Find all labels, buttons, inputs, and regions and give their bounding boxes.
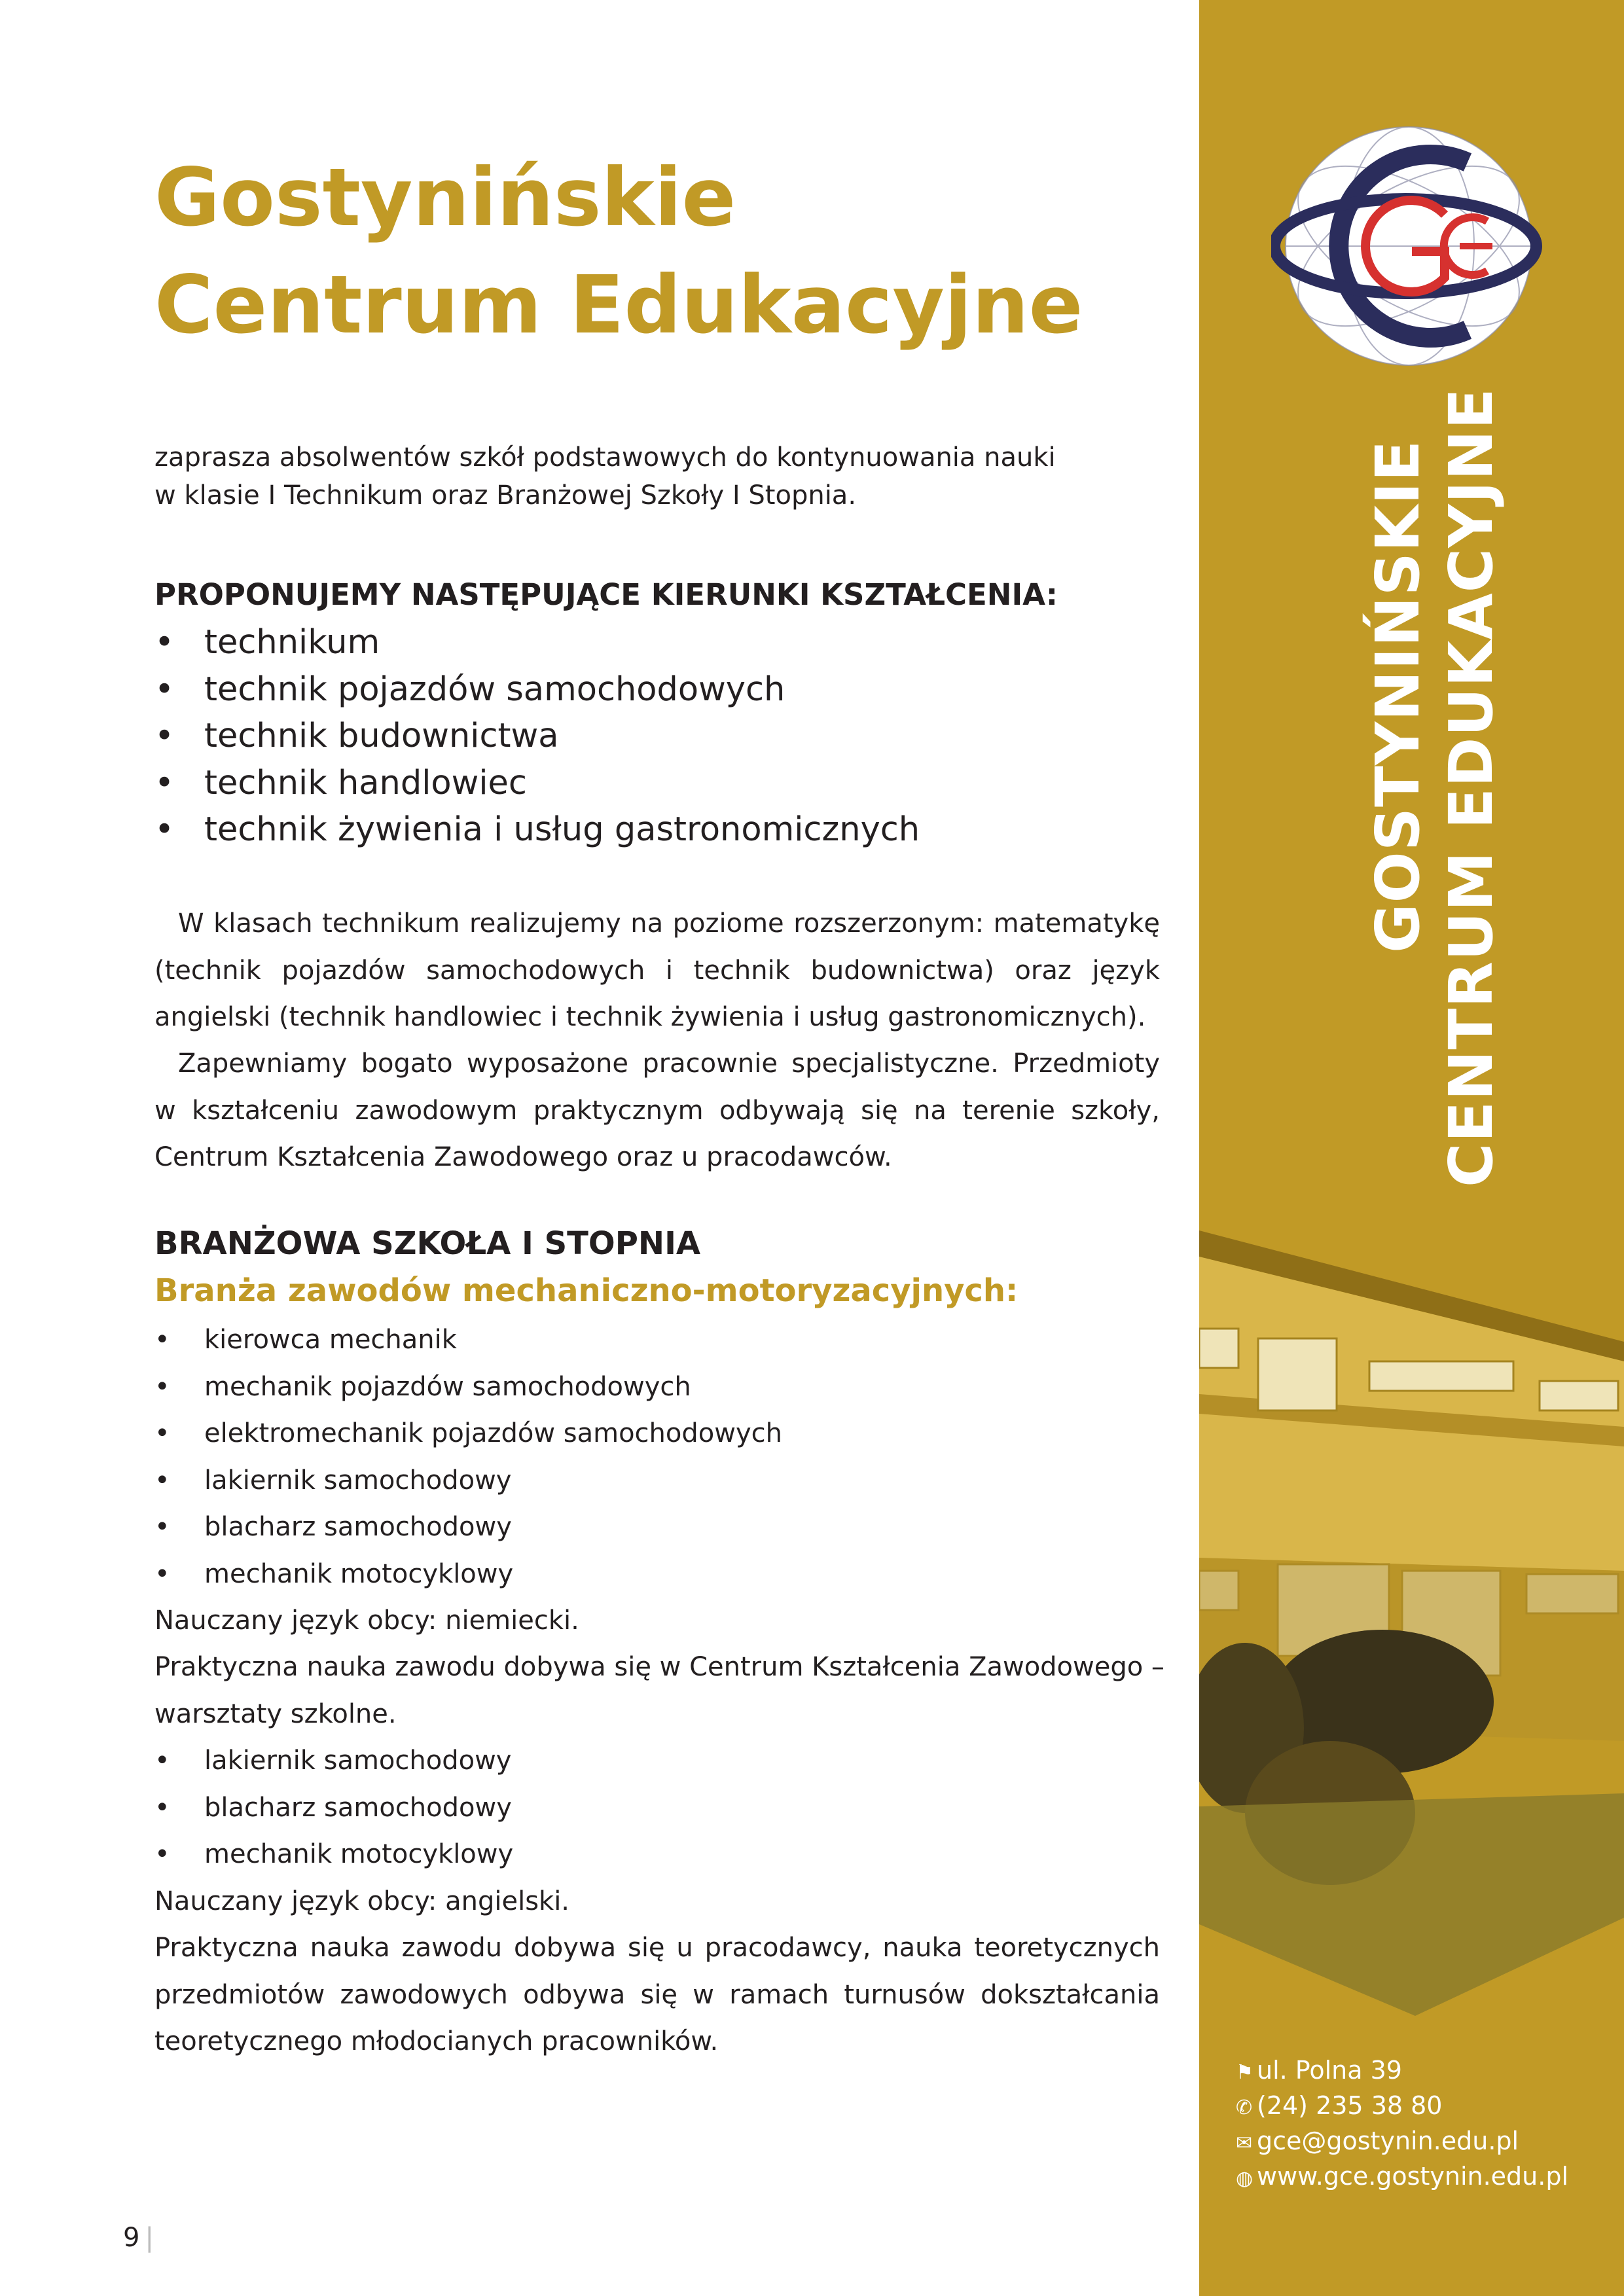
phone-icon: ✆: [1236, 2096, 1253, 2119]
list-item: • technik budownictwa: [154, 713, 920, 760]
sidebar: [1199, 0, 1624, 2296]
contact-block: [1236, 2054, 1568, 2195]
email-text[interactable]: gce@gostynin.edu.pl: [1257, 2126, 1519, 2155]
branza-heading: Branża zawodów mechaniczno-motoryzacyjnych:: [154, 1272, 1019, 1309]
list-item: • blacharz samochodowy: [154, 1504, 1160, 1551]
paragraph-text: Zapewniamy bogato wyposażone pracownie specjalistyczne. Przedmioty w kształceniu zawodowym praktycznym odbywają się na terenie szkoły, Centrum Kształcenia Zawodowego oraz u pracodawców.: [154, 1049, 1160, 1172]
page-title: Gostynińskie Centrum Edukacyjne: [154, 151, 1083, 351]
list-item: • mechanik pojazdów samochodowych: [154, 1364, 1160, 1411]
gce-logo: [1271, 123, 1546, 374]
list-item: • lakiernik samochodowy: [154, 1738, 1160, 1785]
page-number-value: 9: [123, 2223, 140, 2253]
nauka-pracodawca: Praktyczna nauka zawodu dobywa się u pracodawcy, nauka teoretycznych przedmiotów zawodowych odbywa się w ramach turnusów dokształcania teoretycznego młodocianych pracowników.: [154, 1933, 1160, 2056]
list-item: • blacharz samochodowy: [154, 1785, 1160, 1832]
gce-logo-icon: [1271, 123, 1546, 372]
list-item: • technik handlowiec: [154, 760, 920, 807]
kierunki-list: [154, 619, 920, 853]
pracownie-paragraph: [154, 1041, 1160, 1181]
zawody-list-2: [154, 1738, 1160, 1878]
jezyk-niemiecki: Nauczany język obcy: niemiecki.: [154, 1605, 579, 1636]
list-item: • kierowca mechanik: [154, 1317, 1160, 1364]
paragraph-text: W klasach technikum realizujemy na poziome rozszerzonym: matematykę (technik pojazdów samochodowych i technik budownictwa) oraz język angielski (technik handlowiec i technik żywienia i usług gastronomicznych).: [154, 908, 1160, 1032]
technikum-paragraph: [154, 901, 1160, 1041]
branzowa-heading: BRANŻOWA SZKOŁA I STOPNIA: [154, 1225, 701, 1262]
page-number: 9 |: [123, 2223, 154, 2253]
nauka-warsztaty: Praktyczna nauka zawodu dobywa się w Centrum Kształcenia Zawodowego – warsztaty szkolne.: [154, 1652, 1164, 1729]
intro-line: w klasie I Technikum oraz Branżowej Szkoły I Stopnia.: [154, 480, 857, 511]
list-item: • lakiernik samochodowy: [154, 1458, 1160, 1505]
flag-icon: ⚑: [1236, 2061, 1254, 2084]
school-building-photo: [1199, 1230, 1624, 2016]
list-item: • technik żywienia i usług gastronomicznych: [154, 806, 920, 853]
list-item: • elektromechanik pojazdów samochodowych: [154, 1410, 1160, 1458]
kierunki-heading: PROPONUJEMY NASTĘPUJĄCE KIERUNKI KSZTAŁCENIA:: [154, 577, 1058, 612]
contact-phone: [1236, 2089, 1568, 2125]
vertical-title-line-1: GOSTYNIŃSKIE: [1363, 439, 1433, 953]
globe-icon: ◍: [1236, 2167, 1254, 2190]
list-item: • technik pojazdów samochodowych: [154, 666, 920, 713]
phone-text: (24) 235 38 80: [1257, 2091, 1443, 2120]
list-item: • technikum: [154, 619, 920, 666]
envelope-icon: ✉: [1236, 2132, 1253, 2155]
address-text: ul. Polna 39: [1257, 2056, 1402, 2085]
list-item: • mechanik motocyklowy: [154, 1551, 1160, 1598]
jezyk-angielski: Nauczany język obcy: angielski.: [154, 1886, 570, 1916]
vertical-title-line-2: CENTRUM EDUKACYJNE: [1436, 387, 1506, 1187]
intro-text: [154, 439, 1176, 514]
contact-website[interactable]: [1236, 2160, 1568, 2195]
contact-address: [1236, 2054, 1568, 2089]
zawody-list-1: [154, 1317, 1160, 1598]
contact-email[interactable]: [1236, 2125, 1568, 2160]
website-text[interactable]: www.gce.gostynin.edu.pl: [1257, 2162, 1569, 2191]
intro-line: zaprasza absolwentów szkół podstawowych do kontynuowania nauki: [154, 442, 1056, 473]
list-item: • mechanik motocyklowy: [154, 1831, 1160, 1878]
